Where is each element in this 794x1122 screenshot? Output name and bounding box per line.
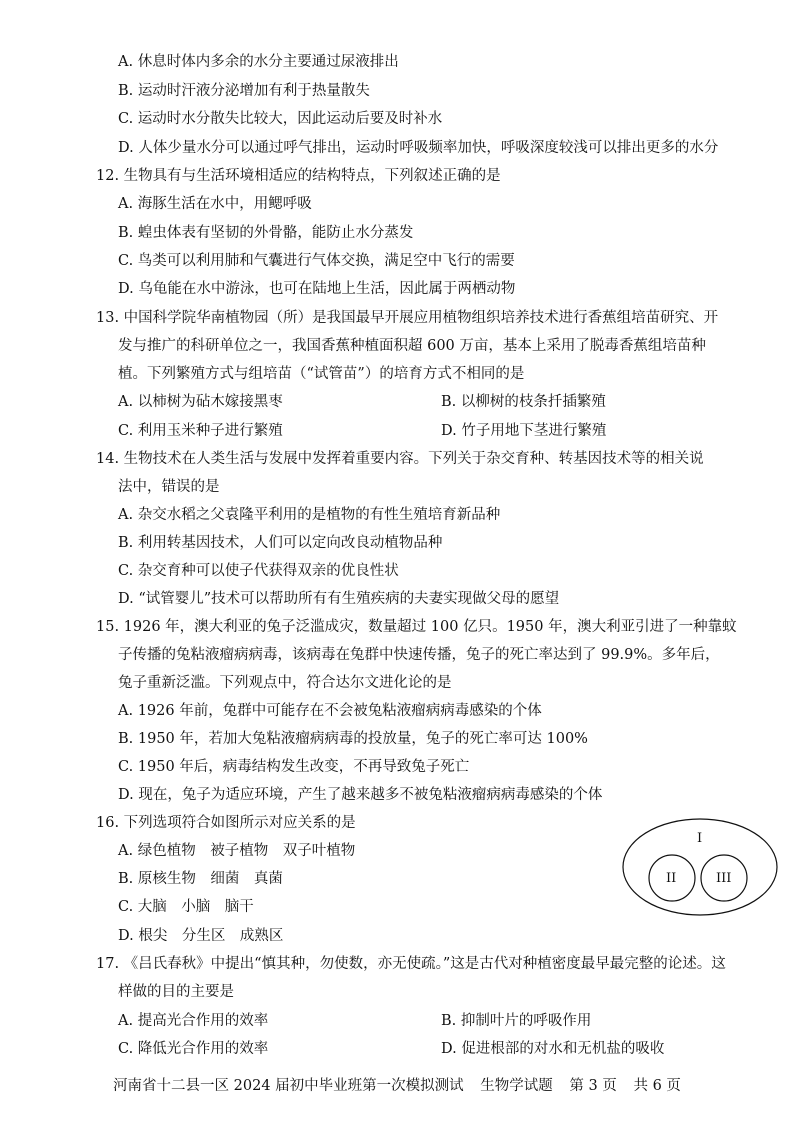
q13-stem-line3: 植。下列繁殖方式与组培苗（“试管苗”）的培育方式不相同的是 — [118, 366, 525, 382]
label-outer: I — [697, 831, 703, 846]
q13-stem-line1: 13. 中国科学院华南植物园（所）是我国最早开展应用植物组织培养技术进行香蕉组培苗研究、开 — [96, 310, 719, 326]
venn-diagram — [620, 815, 780, 920]
label-inner-left: II — [666, 871, 677, 886]
label-inner-right: III — [716, 871, 732, 886]
q16-option-a: A. 绿色植物 被子植物 双子叶植物 — [118, 843, 356, 859]
q17-option-a: A. 提高光合作用的效率 — [118, 1013, 269, 1029]
q17-option-d: D. 促进根部的对水和无机盐的吸收 — [441, 1041, 665, 1057]
q12-option-c: C. 鸟类可以利用肺和气囊进行气体交换，满足空中飞行的需要 — [118, 253, 515, 269]
footer-total-pages: 共 6 页 — [633, 1078, 681, 1094]
page-footer — [0, 1074, 794, 1095]
q16-option-d: D. 根尖 分生区 成熟区 — [118, 928, 284, 944]
q13-option-d: D. 竹子用地下茎进行繁殖 — [441, 423, 607, 439]
q14-stem-line2: 法中，错误的是 — [118, 479, 220, 495]
q13-option-a: A. 以柿树为砧木嫁接黑枣 — [118, 394, 283, 410]
q15-option-b: B. 1950 年，若加大兔粘液瘤病病毒的投放量，兔子的死亡率可达 100% — [118, 731, 588, 747]
q11-option-d: D. 人体少量水分可以通过呼气排出，运动时呼吸频率加快，呼吸深度较浅可以排出更多的水分 — [118, 140, 719, 156]
footer-page-number: 第 3 页 — [569, 1078, 617, 1094]
q11-option-a: A. 休息时体内多余的水分主要通过尿液排出 — [118, 54, 399, 70]
q14-option-c: C. 杂交育种可以使子代获得双亲的优良性状 — [118, 563, 399, 579]
q13-stem-line2: 发与推广的科研单位之一，我国香蕉种植面积超 600 万亩，基本上采用了脱毒香蕉组培苗种 — [118, 338, 706, 354]
q14-option-a: A. 杂交水稻之父袁隆平利用的是植物的有性生殖培育新品种 — [118, 507, 501, 523]
q12-option-d: D. 乌龟能在水中游泳，也可在陆地上生活，因此属于两栖动物 — [118, 281, 516, 297]
q17-stem-line2: 样做的目的主要是 — [118, 984, 234, 1000]
q11-option-b: B. 运动时汗液分泌增加有利于热量散失 — [118, 83, 370, 99]
footer-exam-title: 河南省十二县一区 2024 届初中毕业班第一次模拟测试 — [113, 1078, 464, 1094]
q14-option-b: B. 利用转基因技术，人们可以定向改良动植物品种 — [118, 535, 443, 551]
q13-option-c: C. 利用玉米种子进行繁殖 — [118, 423, 283, 439]
q15-option-a: A. 1926 年前，兔群中可能存在不会被兔粘液瘤病病毒感染的个体 — [118, 703, 542, 719]
q12-option-b: B. 蝗虫体表有坚韧的外骨骼，能防止水分蒸发 — [118, 225, 414, 241]
q15-option-d: D. 现在，兔子为适应环境，产生了越来越多不被兔粘液瘤病病毒感染的个体 — [118, 787, 603, 803]
q14-stem-line1: 14. 生物技术在人类生活与发展中发挥着重要内容。下列关于杂交育种、转基因技术等的相关说 — [96, 451, 704, 467]
q16-option-b: B. 原核生物 细菌 真菌 — [118, 871, 283, 887]
q12-option-a: A. 海豚生活在水中，用鳃呼吸 — [118, 196, 312, 212]
q16-option-c: C. 大脑 小脑 脑干 — [118, 899, 254, 915]
q15-stem-line2: 子传播的兔粘液瘤病病毒，该病毒在兔群中快速传播，兔子的死亡率达到了 99.9%。多年后， — [118, 647, 720, 663]
q14-option-d: D. “试管婴儿”技术可以帮助所有有生殖疾病的夫妻实现做父母的愿望 — [118, 591, 560, 607]
footer-subject: 生物学试题 — [480, 1078, 553, 1094]
q17-option-b: B. 抑制叶片的呼吸作用 — [441, 1013, 592, 1029]
q15-stem-line1: 15. 1926 年，澳大利亚的兔子泛滥成灾，数量超过 100 亿只。1950 年，澳大利亚引进了一种靠蚊 — [96, 619, 737, 635]
q13-option-b: B. 以柳树的枝条扦插繁殖 — [441, 394, 606, 410]
q11-option-c: C. 运动时水分散失比较大，因此运动后要及时补水 — [118, 111, 443, 127]
q17-option-c: C. 降低光合作用的效率 — [118, 1041, 269, 1057]
q16-stem: 16. 下列选项符合如图所示对应关系的是 — [96, 815, 356, 831]
q15-option-c: C. 1950 年后，病毒结构发生改变，不再导致兔子死亡 — [118, 759, 470, 775]
q15-stem-line3: 兔子重新泛滥。下列观点中，符合达尔文进化论的是 — [118, 675, 452, 691]
q17-stem-line1: 17. 《吕氏春秋》中提出“慎其种，勿使数，亦无使疏。”这是古代对种植密度最早最完整的论述。这 — [96, 956, 726, 972]
q12-stem: 12. 生物具有与生活环境相适应的结构特点，下列叙述正确的是 — [96, 168, 501, 184]
